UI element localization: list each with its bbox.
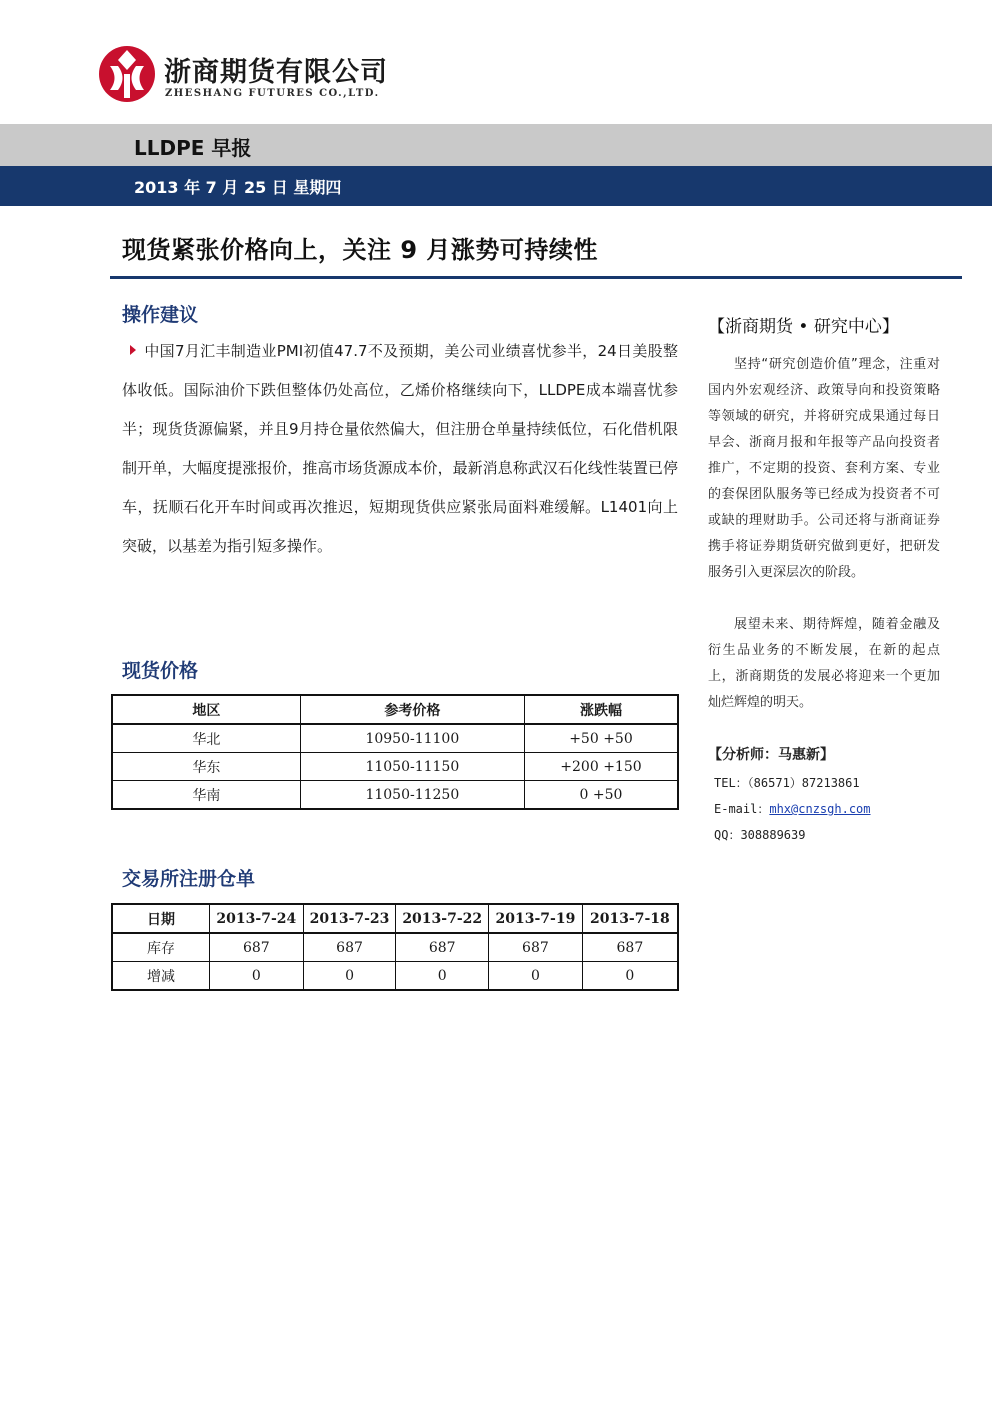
analyst-qq: QQ：308889639	[714, 828, 806, 842]
table-cell: 0	[209, 962, 303, 991]
table-cell: 华南	[112, 781, 300, 810]
table-header-row	[112, 695, 678, 724]
company-logo	[96, 44, 158, 104]
advice-body	[122, 332, 678, 566]
table-header-cell: 参考价格	[300, 695, 524, 724]
company-name-en: ZHESHANG FUTURES CO.,LTD.	[165, 88, 380, 99]
table-cell: 0 +50	[524, 781, 678, 810]
analyst-name: 【分析师：马惠新】	[708, 747, 834, 763]
analyst-email-line	[714, 800, 871, 817]
table-cell: 华东	[112, 753, 300, 781]
advice-title: 操作建议	[122, 304, 199, 326]
spot-price-title: 现货价格	[122, 660, 199, 682]
table-cell: +50 +50	[524, 724, 678, 753]
advice-text: 中国7月汇丰制造业PMI初值47.7不及预期，美公司业绩喜忧参半，24日美股整体收低。国际油价下跌但整体仍处高位，乙烯价格继续向下，LLDPE成本端喜忧参半；现货货源偏紧，并且9月持仓量依然偏大，但注册仓单量持续低位，石化借机限制开单，大幅度提涨报价，推高市场货源成本价，最新消息称武汉石化线性装置已停车，抚顺石化开车时间或再次推迟，短期现货供应紧张局面料难缓解。L1401向上突破，以基差为指引短多操作。	[122, 342, 678, 555]
report-type: LLDPE 早报	[134, 136, 252, 160]
table-row	[112, 933, 678, 962]
table-cell: 0	[582, 962, 678, 991]
table-cell: 687	[396, 933, 489, 962]
table-header-cell: 日期	[112, 904, 209, 933]
table-cell: 687	[582, 933, 678, 962]
table-header-cell: 地区	[112, 695, 300, 724]
company-name-cn: 浙商期货有限公司	[164, 57, 388, 88]
table-cell: 0	[396, 962, 489, 991]
report-type-band	[0, 124, 992, 166]
table-header-row	[112, 904, 678, 933]
table-cell: +200 +150	[524, 753, 678, 781]
table-header-cell: 2013-7-19	[489, 904, 583, 933]
warrants-table	[111, 903, 679, 991]
analyst-email-link[interactable]: mhx@cnzsgh.com	[769, 802, 871, 816]
table-cell: 687	[489, 933, 583, 962]
sidebar-outlook: 展望未来、期待辉煌，随着金融及衍生品业务的不断发展，在新的起点上，浙商期货的发展必将迎来一个更加灿烂辉煌的明天。	[708, 617, 940, 710]
spot-price-table	[111, 694, 679, 810]
analyst-tel: TEL：（86571）87213861	[714, 776, 860, 790]
table-cell: 华北	[112, 724, 300, 753]
table-cell: 687	[209, 933, 303, 962]
table-cell: 0	[489, 962, 583, 991]
bullet-icon	[130, 345, 136, 355]
table-header-cell: 涨跌幅	[524, 695, 678, 724]
table-cell: 增减	[112, 962, 209, 991]
table-row	[112, 962, 678, 991]
table-cell: 0	[303, 962, 396, 991]
table-header-cell: 2013-7-24	[209, 904, 303, 933]
table-cell: 库存	[112, 933, 209, 962]
date-band	[0, 166, 992, 206]
warrants-title: 交易所注册仓单	[122, 868, 256, 890]
table-header-cell: 2013-7-22	[396, 904, 489, 933]
title-divider	[110, 276, 962, 279]
table-header-cell: 2013-7-23	[303, 904, 396, 933]
page-title: 现货紧张价格向上，关注 9 月涨势可持续性	[122, 236, 598, 264]
sidebar-intro: 坚持“研究创造价值”理念，注重对国内外宏观经济、政策导向和投资策略等领域的研究，并将研究成果通过每日早会、浙商月报和年报等产品向投资者推广，不定期的投资、套利方案、专业的套保团队服务等已经成为投资者不可或缺的理财助手。公司还将与浙商证券携手将证券期货研究做到更好，把研发服务引入更深层次的阶段。	[708, 357, 940, 580]
table-cell: 11050-11150	[300, 753, 524, 781]
table-row	[112, 781, 678, 810]
sidebar-title: 【浙商期货 • 研究中心】	[708, 317, 899, 337]
email-label: E-mail：	[714, 802, 770, 816]
report-date: 2013 年 7 月 25 日 星期四	[134, 178, 342, 197]
table-cell: 687	[303, 933, 396, 962]
table-header-cell: 2013-7-18	[582, 904, 678, 933]
table-row	[112, 724, 678, 753]
table-row	[112, 753, 678, 781]
table-cell: 10950-11100	[300, 724, 524, 753]
table-cell: 11050-11250	[300, 781, 524, 810]
